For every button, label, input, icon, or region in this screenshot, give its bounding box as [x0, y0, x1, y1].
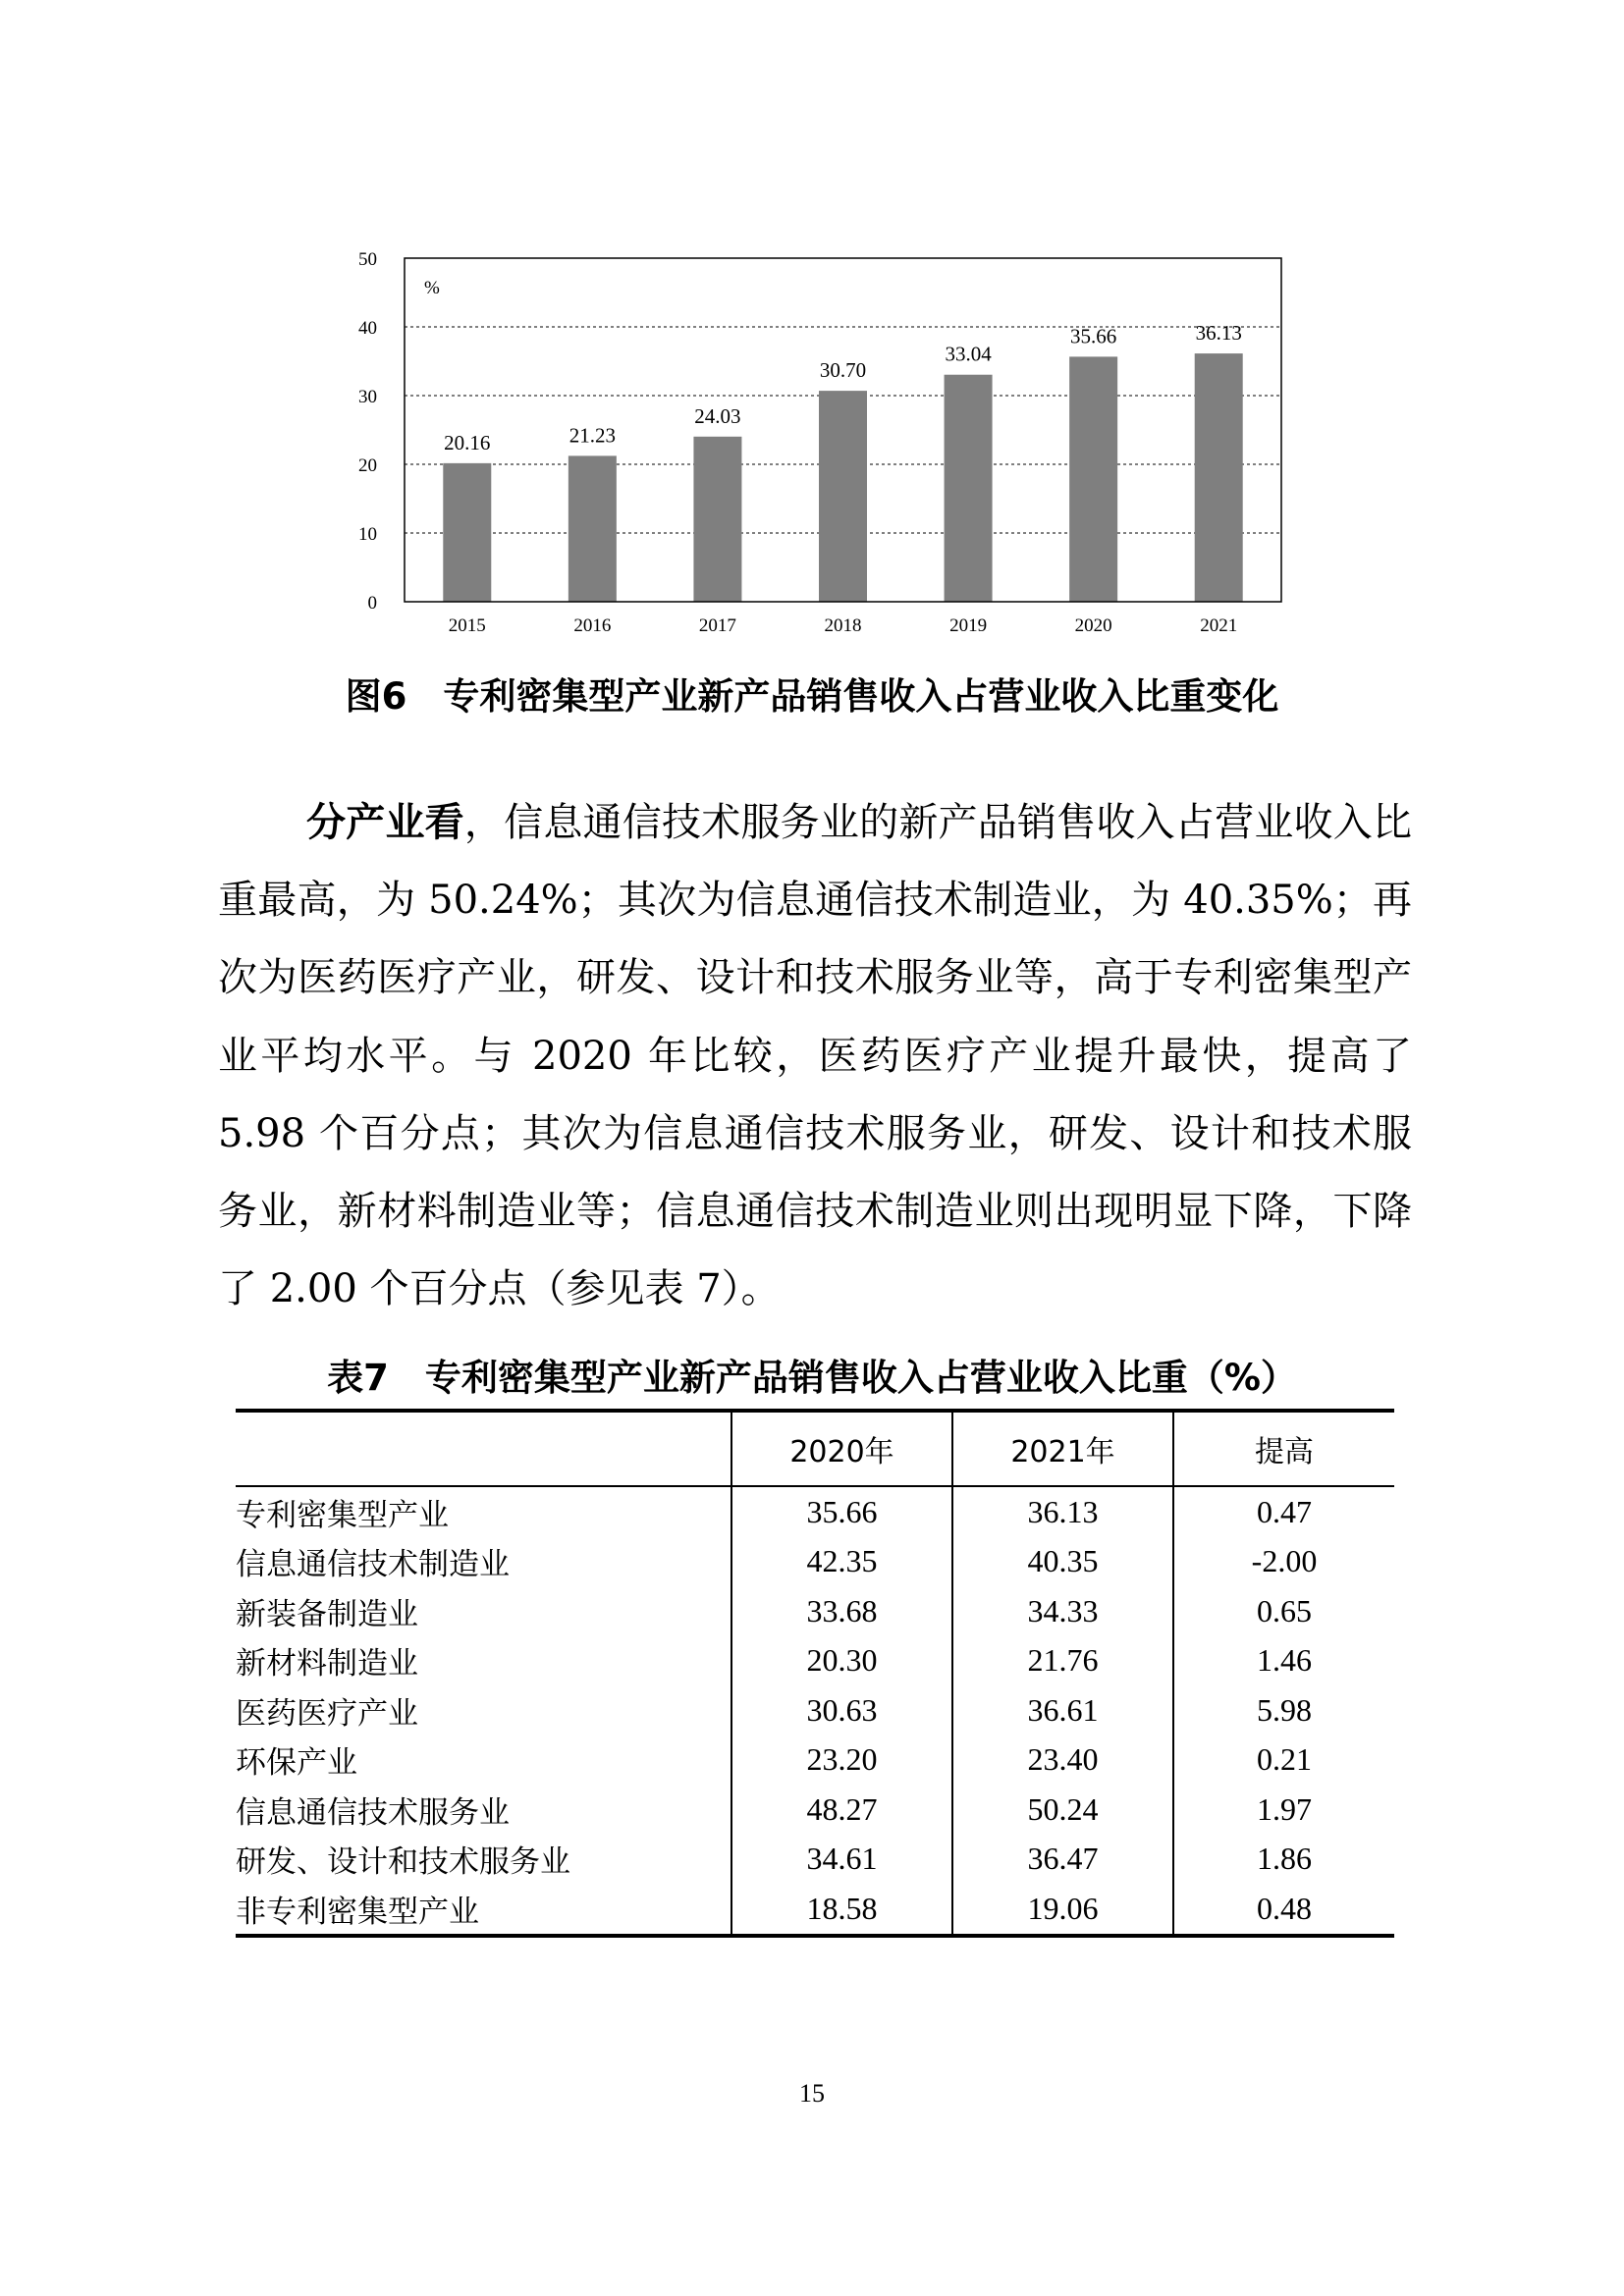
x-tick-label: 2019 — [949, 615, 988, 636]
cell-2021: 40.35 — [952, 1537, 1173, 1587]
cell-2020: 48.27 — [731, 1785, 952, 1835]
cell-2021: 36.47 — [952, 1835, 1173, 1885]
table-row — [236, 1884, 1394, 1936]
body-paragraph — [218, 783, 1412, 1333]
cell-2020: 35.66 — [731, 1486, 952, 1537]
row-label: 信息通信技术服务业 — [236, 1794, 510, 1831]
paragraph-text: ，信息通信技术服务业的新产品销售收入占营业收入比重最高，为 50.24%；其次为信息通信技术制造业，为 40.35%；再次为医药医疗产业，研发、设计和技术服务业等，高于专利密集型产业平均水平。与 2020 年比较，医药医疗产业提升最快，提高了 5.98 个百分点；其次为信息通信技术服务业，研发、设计和技术服务业，新材料制造业等；信息通信技术制造业则出现明显下降，下降了 2.00 个百分点（参见表 7）。 — [218, 800, 1413, 1312]
bar — [568, 455, 617, 602]
y-axis-unit-label: % — [424, 278, 440, 298]
table-row — [236, 1685, 1394, 1735]
table-row — [236, 1537, 1394, 1587]
table-row — [236, 1636, 1394, 1686]
cell-change: 1.86 — [1173, 1835, 1394, 1885]
bar — [693, 437, 741, 602]
cell-change: 0.65 — [1173, 1586, 1394, 1636]
cell-2021: 19.06 — [952, 1884, 1173, 1936]
y-tick-label: 30 — [358, 387, 377, 407]
cell-change: 1.46 — [1173, 1636, 1394, 1686]
header-cell-2021: 2021年 — [952, 1411, 1173, 1486]
row-label: 研发、设计和技术服务业 — [236, 1844, 570, 1881]
bar — [819, 391, 867, 602]
row-label: 非专利密集型产业 — [236, 1894, 479, 1930]
row-label: 专利密集型产业 — [236, 1497, 449, 1533]
cell-2021: 50.24 — [952, 1785, 1173, 1835]
page-number: 15 — [799, 2079, 825, 2108]
cell-2020: 42.35 — [731, 1537, 952, 1587]
bar-chart — [0, 0, 1624, 667]
cell-2020: 30.63 — [731, 1685, 952, 1735]
bar — [443, 463, 491, 602]
cell-change: 0.48 — [1173, 1884, 1394, 1936]
cell-2021: 23.40 — [952, 1735, 1173, 1786]
bar-value-label: 30.70 — [819, 358, 867, 383]
row-label: 新材料制造业 — [236, 1646, 418, 1682]
table-row — [236, 1835, 1394, 1885]
cell-2020: 23.20 — [731, 1735, 952, 1786]
y-tick-label: 10 — [358, 524, 377, 545]
header-cell-change: 提高 — [1173, 1411, 1394, 1486]
cell-change: -2.00 — [1173, 1537, 1394, 1587]
y-tick-label: 40 — [358, 318, 377, 339]
cell-change: 0.47 — [1173, 1486, 1394, 1537]
table-header-row — [236, 1411, 1394, 1486]
bar-value-label: 35.66 — [1070, 324, 1117, 348]
x-tick-label: 2021 — [1200, 615, 1238, 636]
bar-value-label: 36.13 — [1195, 321, 1242, 346]
y-tick-label: 20 — [358, 455, 377, 476]
bar — [945, 375, 993, 602]
cell-2020: 18.58 — [731, 1884, 952, 1936]
table-caption: 表7 专利密集型产业新产品销售收入占营业收入比重（%） — [327, 1357, 1297, 1399]
cell-change: 0.21 — [1173, 1735, 1394, 1786]
bar-value-label: 24.03 — [694, 403, 741, 428]
data-table — [236, 1409, 1394, 1938]
table-row — [236, 1785, 1394, 1835]
x-tick-label: 2020 — [1074, 615, 1112, 636]
x-tick-label: 2017 — [698, 615, 736, 636]
cell-2020: 20.30 — [731, 1636, 952, 1686]
cell-2020: 33.68 — [731, 1586, 952, 1636]
bar — [1195, 353, 1243, 602]
cell-change: 1.97 — [1173, 1785, 1394, 1835]
cell-2020: 34.61 — [731, 1835, 952, 1885]
cell-2021: 36.61 — [952, 1685, 1173, 1735]
table-row — [236, 1486, 1394, 1537]
cell-2021: 36.13 — [952, 1486, 1173, 1537]
row-label: 信息通信技术制造业 — [236, 1547, 510, 1583]
bar-value-label: 33.04 — [945, 342, 992, 366]
x-tick-label: 2015 — [448, 615, 486, 636]
header-cell-label — [236, 1411, 731, 1486]
table-row — [236, 1735, 1394, 1786]
figure-caption: 图6 专利密集型产业新产品销售收入占营业收入比重变化 — [345, 675, 1279, 718]
bar — [1069, 356, 1117, 602]
cell-2021: 34.33 — [952, 1586, 1173, 1636]
y-tick-label: 0 — [367, 593, 377, 614]
row-label: 环保产业 — [236, 1745, 357, 1782]
row-label: 医药医疗产业 — [236, 1695, 418, 1732]
row-label: 新装备制造业 — [236, 1596, 418, 1632]
bar-value-label: 20.16 — [444, 430, 491, 454]
table-row — [236, 1586, 1394, 1636]
cell-change: 5.98 — [1173, 1685, 1394, 1735]
x-tick-label: 2018 — [824, 615, 862, 636]
x-tick-label: 2016 — [573, 615, 612, 636]
header-cell-2020: 2020年 — [731, 1411, 952, 1486]
paragraph-lead: 分产业看 — [306, 799, 464, 845]
cell-2021: 21.76 — [952, 1636, 1173, 1686]
bar-value-label: 21.23 — [568, 423, 616, 448]
y-tick-label: 50 — [358, 249, 377, 270]
